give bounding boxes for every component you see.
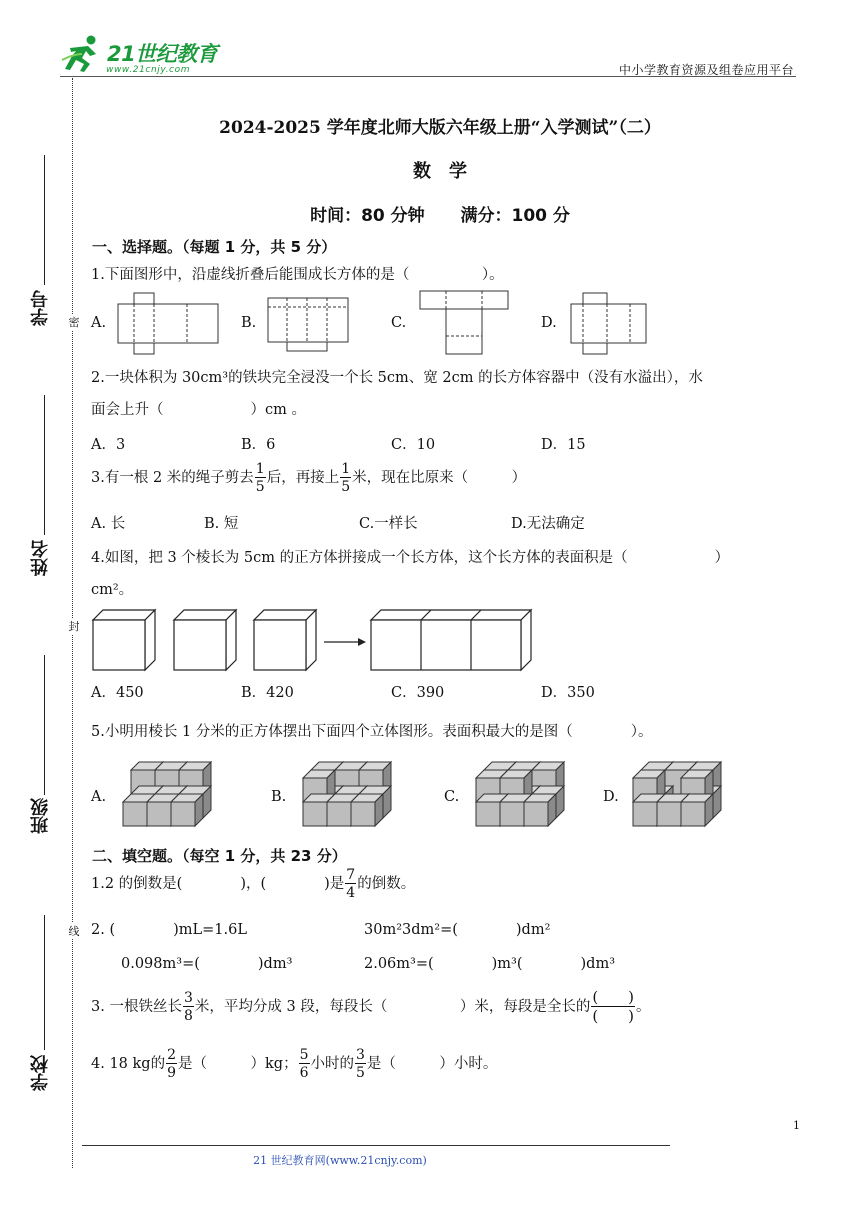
logo-url: www.21cnjy.com xyxy=(106,65,191,75)
q4-line2: cm²。 xyxy=(91,582,134,598)
seal-mark-xian: 线 xyxy=(68,925,80,938)
s2-q2-b: 30m²3dm²=( )dm² xyxy=(364,922,551,938)
student-id-label: 学号 xyxy=(30,290,51,326)
cube-figure xyxy=(92,608,537,672)
s2-q1-text: 1.2 的倒数是( )，( )是 $\frac{7}{4}$ 的倒数。 xyxy=(91,867,416,901)
q1-option-b: B. xyxy=(241,315,257,331)
q5-option-a: A. xyxy=(91,789,107,805)
s2-q4-fraction-1: $\frac{2}{9}$ xyxy=(167,1047,176,1081)
q3-option-d: D.无法确定 xyxy=(511,516,585,532)
class-label: 班级 xyxy=(30,798,51,834)
q2-option-a: A．3 xyxy=(91,437,126,453)
q1-option-d: D. xyxy=(541,315,557,331)
block-figure-a xyxy=(121,760,216,836)
q1-option-a: A. xyxy=(91,315,107,331)
net-figure-a xyxy=(117,292,221,356)
q2-option-d: D．15 xyxy=(541,437,586,453)
subject-title: 数 学 xyxy=(413,161,467,182)
q4-option-a: A．450 xyxy=(91,685,144,701)
s2-q4-text: 4. 18 kg的 $\frac{2}{9}$ 是（ ）kg； $\frac{5}{6}$ 小时的 $\frac{3}{5}$ 是（ ）小时。 xyxy=(91,1047,498,1081)
exam-meta xyxy=(80,201,800,226)
q4-option-b: B．420 xyxy=(241,685,294,701)
q3-option-a: A. 长 xyxy=(91,516,126,532)
q4-option-c: C．390 xyxy=(391,685,445,701)
class-line xyxy=(44,655,45,795)
block-figure-c xyxy=(474,760,569,836)
s2-q2-c: 0.098m³=( )dm³ xyxy=(121,956,293,972)
section2-heading: 二、填空题。（每空 1 分，共 23 分） xyxy=(92,847,347,865)
q3-option-b: B. 短 xyxy=(204,516,239,532)
header-divider xyxy=(60,76,796,77)
school-line xyxy=(44,915,45,1050)
s2-q4-fraction-3: $\frac{3}{5}$ xyxy=(356,1047,365,1081)
q2-option-c: C．10 xyxy=(391,437,436,453)
section1-heading: 一、选择题。（每题 1 分，共 5 分） xyxy=(92,238,337,256)
page-number: 1 xyxy=(793,1119,800,1132)
exam-title: 2024-2025 学年度北师大版六年级上册“入学测试”（二） xyxy=(219,118,661,138)
q2-option-b: B．6 xyxy=(241,437,276,453)
q5-option-c: C. xyxy=(444,789,460,805)
s2-q1-fraction: $\frac{7}{4}$ xyxy=(346,867,356,901)
footer-site: 21 世纪教育网(www.21cnjy.com) xyxy=(253,1154,427,1167)
q5-option-d: D. xyxy=(603,789,619,805)
s2-q3-answer-fraction: $\frac{( )}{( )}$ xyxy=(592,988,635,1025)
block-figure-b xyxy=(301,760,396,836)
s2-q3-fraction: $\frac{3}{8}$ xyxy=(183,990,193,1024)
q3-fraction-2: $\frac{1}{5}$ xyxy=(341,461,351,495)
seal-mark-mi: 密 xyxy=(68,316,80,329)
full-score: 满分：100 分 xyxy=(460,206,570,226)
s2-q3-text: 3. 一根铁丝长 $\frac{3}{8}$ 米，平均分成 3 段，每段长（ ）米，每段是全长的 $\frac{( )}{( )}$ 。 xyxy=(91,988,651,1025)
q1-text: 1.下面图形中，沿虚线折叠后能围成长方体的是（ ）。 xyxy=(91,267,504,283)
q5-text: 5.小明用棱长 1 分米的正方体摆出下面四个立体图形。表面积最大的是图（ ）。 xyxy=(91,724,653,740)
q3-fraction-1: $\frac{1}{5}$ xyxy=(255,461,265,495)
q3-text: 3.有一根 2 米的绳子剪去 $\frac{1}{5}$ 后，再接上 $\frac{1}{5}$ 米，现在比原来（ ） xyxy=(91,461,527,495)
platform-tagline: 中小学教育资源及组卷应用平台 xyxy=(618,63,794,77)
q2-line2: 面会上升（ ）cm 。 xyxy=(91,402,306,418)
q2-line1: 2.一块体积为 30cm³的铁块完全浸没一个长 5cm、宽 2cm 的长方体容器中（没有水溢出），水 xyxy=(91,370,703,386)
time-limit: 时间：80 分钟 xyxy=(310,206,425,226)
name-label: 姓名 xyxy=(30,540,51,576)
net-figure-c xyxy=(419,290,511,356)
q4-line1: 4.如图，把 3 个棱长为 5cm 的正方体拼接成一个长方体，这个长方体的表面积是（ ） xyxy=(91,550,730,566)
block-figure-d xyxy=(631,760,726,836)
q5-option-b: B. xyxy=(271,789,287,805)
net-figure-b xyxy=(267,297,349,353)
s2-q4-fraction-2: $\frac{5}{6}$ xyxy=(299,1047,309,1081)
q4-option-d: D．350 xyxy=(541,685,595,701)
name-line xyxy=(44,395,45,535)
seal-mark-feng: 封 xyxy=(68,620,80,633)
logo-text: 21世纪教育 xyxy=(107,42,218,66)
s2-q2-a: 2. ( )mL=1.6L xyxy=(91,922,247,938)
school-label: 学校 xyxy=(30,1055,51,1091)
student-id-line xyxy=(44,155,45,285)
q3-option-c: C.一样长 xyxy=(359,516,418,532)
footer-divider xyxy=(82,1145,670,1146)
net-figure-d xyxy=(570,292,648,356)
s2-q2-d: 2.06m³=( )m³( )dm³ xyxy=(364,956,616,972)
q1-option-c: C. xyxy=(391,315,407,331)
